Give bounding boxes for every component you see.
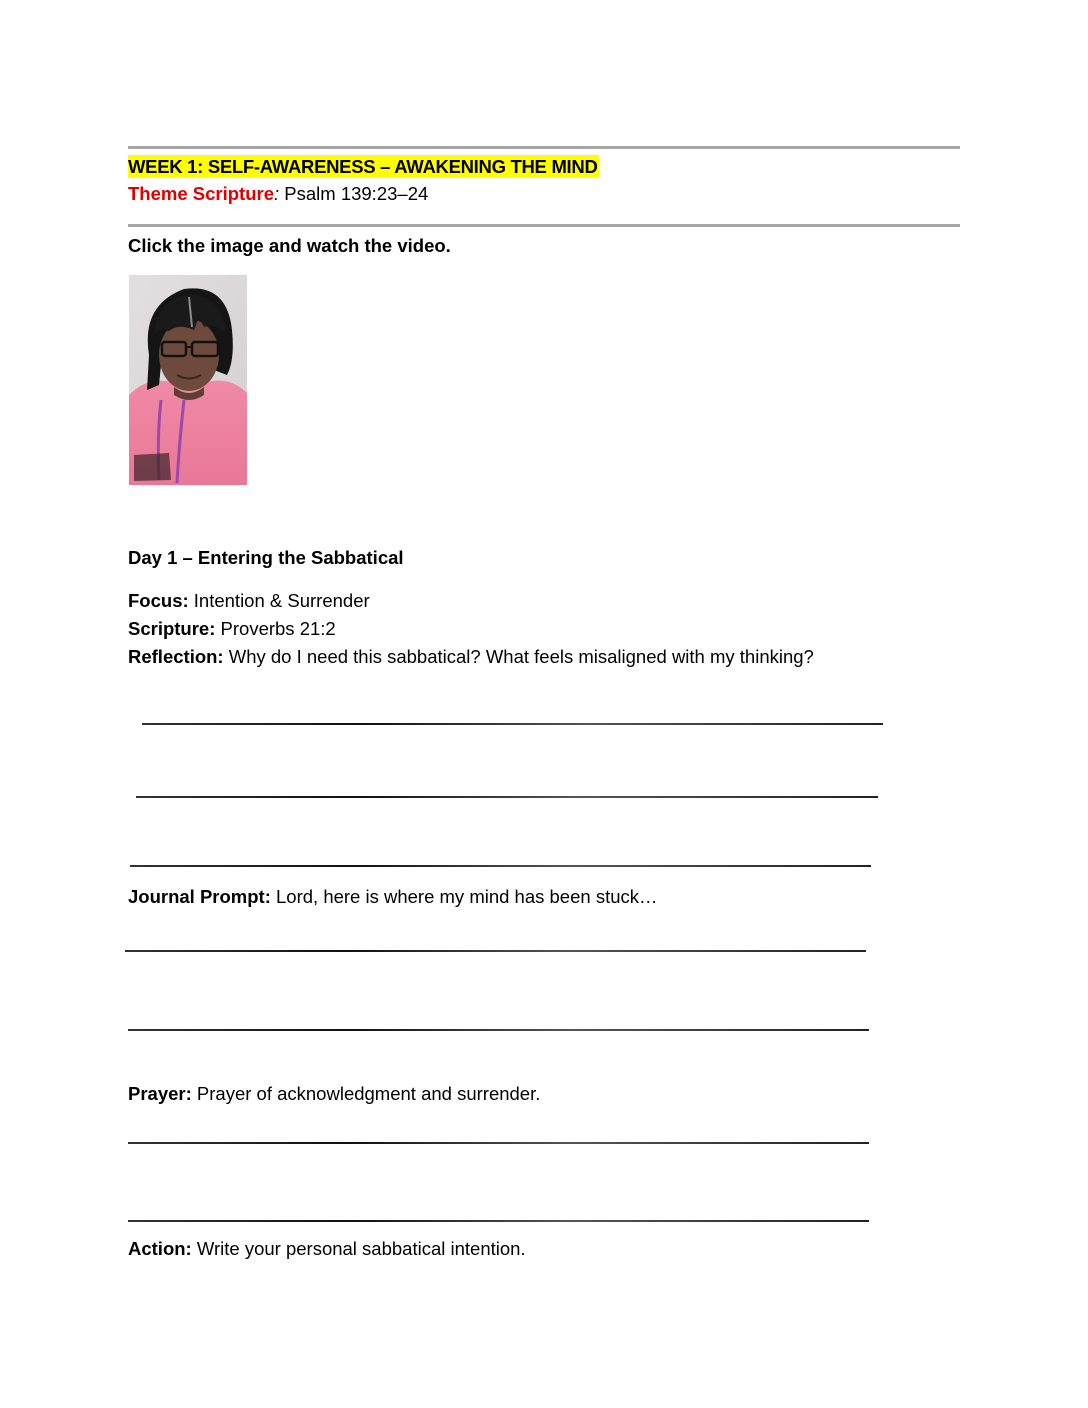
week-title: [128, 155, 599, 179]
video-instruction: Click the image and watch the video.: [128, 235, 451, 256]
journal-prompt-value: Lord, here is where my mind has been stuck…: [270, 886, 658, 907]
journal-prompt-line: [128, 885, 658, 909]
action-line: [128, 1237, 526, 1261]
reflection-answer-line[interactable]: [130, 865, 871, 867]
theme-scripture-label: Theme Scripture: [128, 183, 274, 204]
focus-line: [128, 589, 370, 613]
scripture-label: Scripture:: [128, 618, 216, 639]
prayer-answer-line[interactable]: [128, 1220, 869, 1222]
action-value: Write your personal sabbatical intention.: [191, 1238, 526, 1259]
theme-scripture-line: [128, 182, 428, 206]
focus-value: Intention & Surrender: [188, 590, 370, 611]
prayer-line: [128, 1082, 540, 1106]
action-label: Action:: [128, 1238, 192, 1259]
journal-prompt-label: Journal Prompt:: [128, 886, 271, 907]
person-photo-icon: [129, 275, 247, 485]
day-title: Day 1 – Entering the Sabbatical: [128, 547, 404, 568]
week-title-highlight: WEEK 1: SELF-AWARENESS – AWAKENING THE MIND: [128, 156, 598, 177]
theme-scripture-colon: :: [274, 183, 280, 204]
prayer-answer-line[interactable]: [128, 1142, 869, 1144]
header-bottom-rule: [128, 224, 960, 227]
header-top-rule: [128, 146, 960, 149]
scripture-value: Proverbs 21:2: [215, 618, 336, 639]
journal-answer-line[interactable]: [128, 1029, 869, 1031]
reflection-answer-line[interactable]: [142, 723, 883, 725]
focus-label: Focus:: [128, 590, 189, 611]
prayer-value: Prayer of acknowledgment and surrender.: [191, 1083, 541, 1104]
journal-answer-line[interactable]: [125, 950, 866, 952]
reflection-label: Reflection:: [128, 646, 224, 667]
prayer-label: Prayer:: [128, 1083, 192, 1104]
video-thumbnail-link[interactable]: [129, 275, 247, 485]
reflection-value: Why do I need this sabbatical? What feels misaligned with my thinking?: [223, 646, 814, 667]
reflection-line: [128, 645, 814, 669]
theme-scripture-value: Psalm 139:23–24: [279, 183, 429, 204]
reflection-answer-line[interactable]: [136, 796, 878, 798]
scripture-line: [128, 617, 336, 641]
